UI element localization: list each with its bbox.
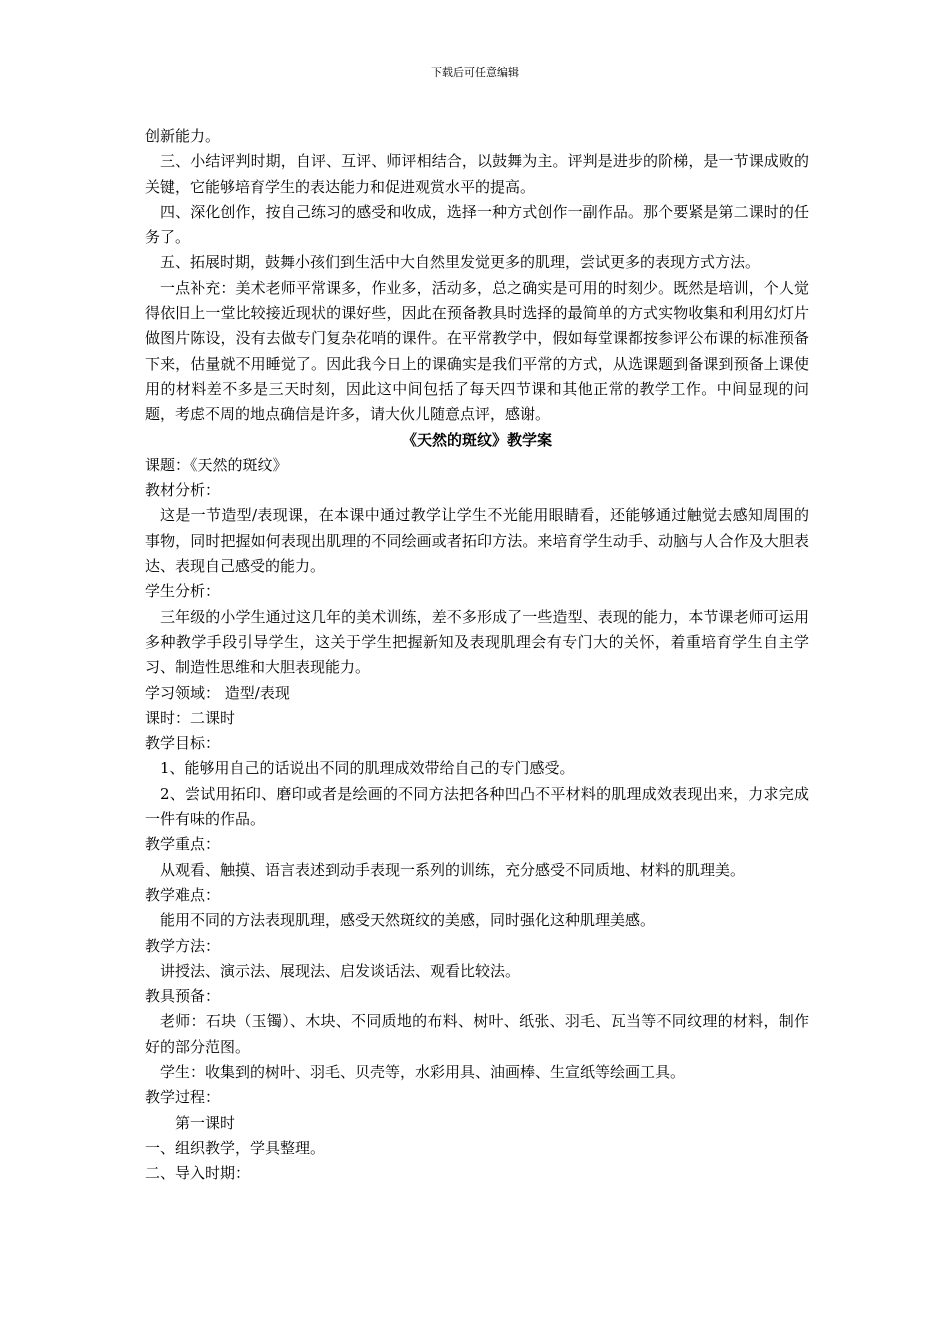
lesson-heading: 第一课时 <box>175 1113 236 1132</box>
goal-item: 1、能够用自己的话说出不同的肌理成效带给自己的专门感受。 <box>160 759 575 778</box>
hours-line: 课时：二课时 <box>145 708 236 727</box>
section-heading: 学生分析： <box>145 582 221 601</box>
section-heading: 教学目标： <box>145 734 221 753</box>
step-item: 一、组织教学，学具整理。 <box>145 1138 326 1157</box>
paragraph: 五、拓展时期，鼓舞小孩们到生活中大自然里发觉更多的肌理，尝试更多的表现方式方法。 <box>160 253 761 272</box>
document-body <box>145 124 809 1186</box>
paragraph: 三、小结评判时期，自评、互评、师评相结合，以鼓舞为主。评判是进步的阶梯，是一节课成败的关键，它能够培育学生的表达能力和促进观赏水平的提高。 <box>145 152 809 196</box>
section-heading: 教学方法： <box>145 936 221 955</box>
section-heading: 教材分析： <box>145 481 221 500</box>
section-heading: 教学重点： <box>145 835 221 854</box>
topic-line: 课题：《天然的斑纹》 <box>145 455 288 474</box>
paragraph: 三年级的小学生通过这几年的美术训练，差不多形成了一些造型、表现的能力，本节课老师可运用多种教学手段引导学生，这关于学生把握新知及表现肌理会有专门大的关怀，着重培育学生自主学习、制造性思维和大胆表现能力。 <box>145 607 809 677</box>
section-heading: 教学难点： <box>145 885 221 904</box>
paragraph: 四、深化创作，按自己练习的感受和收成，选择一种方式创作一副作品。那个要紧是第二课时的任务了。 <box>145 202 809 247</box>
section-heading: 教具预备： <box>145 987 221 1006</box>
goal-item: 2、尝试用拓印、磨印或者是绘画的不同方法把各种凹凸不平材料的肌理成效表现出来，力求完成一件有味的作品。 <box>145 784 809 829</box>
paragraph: 创新能力。 <box>145 127 221 145</box>
paragraph: 从观看、触摸、语言表述到动手表现一系列的训练，充分感受不同质地、材料的肌理美。 <box>160 860 746 879</box>
lesson-plan-title: 《天然的斑纹》教学案 <box>401 430 552 449</box>
paragraph: 老师：石块（玉镯）、木块、不同质地的布料、树叶、纸张、羽毛、瓦当等不同纹理的材料，制作好的部分范图。 <box>145 1012 809 1056</box>
page-header-note: 下载后可任意编辑 <box>431 66 519 79</box>
paragraph: 讲授法、演示法、展现法、启发谈话法、观看比较法。 <box>160 961 521 980</box>
paragraph: 能用不同的方法表现肌理，感受天然斑纹的美感，同时强化这种肌理美感。 <box>160 911 656 930</box>
paragraph: 学生：收集到的树叶、羽毛、贝壳等，水彩用具、油画棒、生宣纸等绘画工具。 <box>160 1062 686 1081</box>
step-item: 二、导入时期： <box>145 1164 251 1183</box>
paragraph: 一点补充：美术老师平常课多，作业多，活动多，总之确实是可用的时刻少。既然是培训，个人觉得依旧上一堂比较接近现状的课好些，因此在预备教具时选择的最简单的方式实物收集和利用幻灯片做图片陈设，没有去做专门复杂花哨的课件。在平常教学中，假如每堂课都按参评公布课的标准预备下来，估量就不用睡觉了。因此我今日上的课确实是我们平常的方式，从选课题到备课到预备上课使用的材料差不多是三天时刻，因此这中间包括了每天四节课和其他正常的教学工作。中间显现的问题，考虑不周的地点确信是许多，请大伙儿随意点评，感谢。 <box>145 278 809 424</box>
paragraph: 这是一节造型/表现课，在本课中通过教学让学生不光能用眼睛看，还能够通过触觉去感知周围的事物，同时把握如何表现出肌理的不同绘画或者拓印方法。来培育学生动手、动脑与人合作及大胆表达、表现自己感受的能力。 <box>145 506 809 576</box>
domain-line: 学习领域： 造型/表现 <box>145 683 290 702</box>
section-heading: 教学过程： <box>145 1088 221 1107</box>
